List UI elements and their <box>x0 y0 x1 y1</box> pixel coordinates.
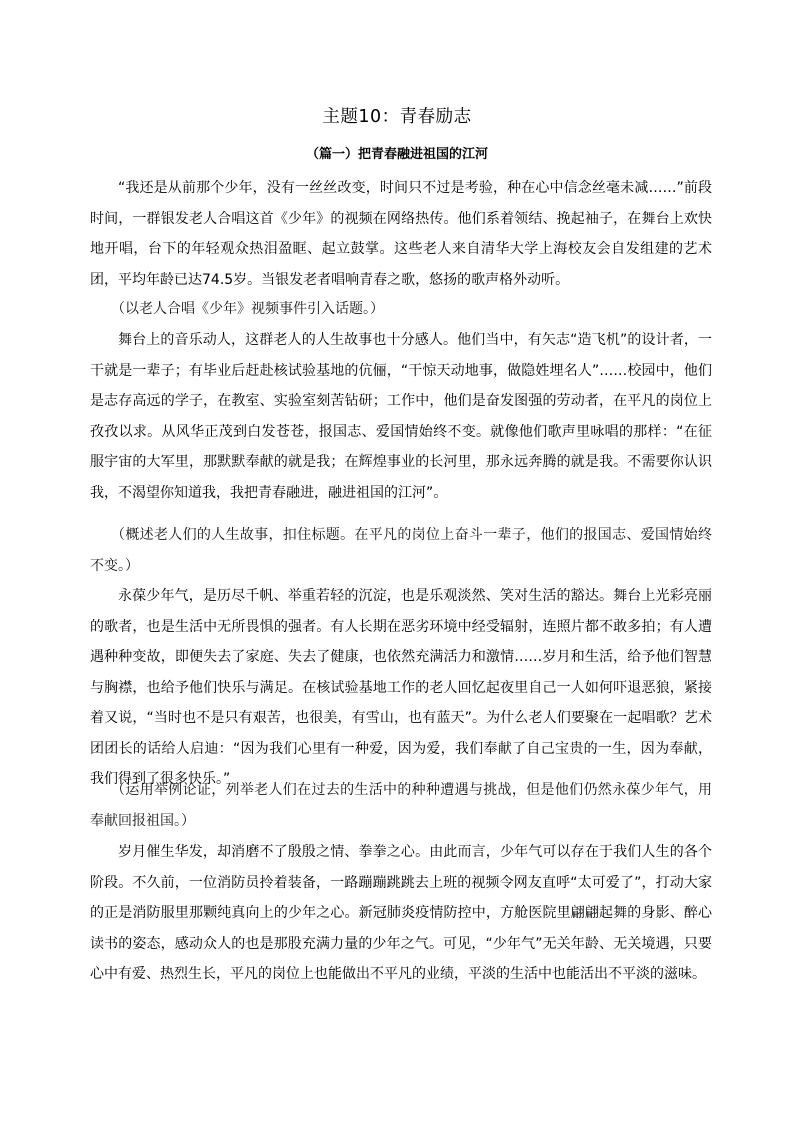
document-title: 主题10：青春励志 <box>322 107 472 127</box>
body-paragraph: “我还是从前那个少年，没有一丝丝改变，时间只不过是考验，种在心中信念丝毫未减……”前段时间，一群银发老人合唱这首《少年》的视频在网络热传。他们系着领结、挽起袖子，在舞台上欢快地开唱，台下的年轻观众热泪盈眶、起立鼓掌。这些老人来自清华大学上海校友会自发组建的艺术团，平均年龄已达74.5岁。当银发老者唱响青春之歌，悠扬的歌声格外动听。 <box>90 180 712 288</box>
article-subtitle: （篇一）把青春融进祖国的江河 <box>305 147 488 162</box>
body-paragraph: 舞台上的音乐动人，这群老人的人生故事也十分感人。他们当中，有矢志“造飞机”的设计者，一干就是一辈子；有毕业后赶赴核试验基地的伉俪，“干惊天动地事，做隐姓埋名人”……校园中，他们是志存高远的学子，在教室、实验室刻苦钻研；工作中，他们是奋发图强的劳动者，在平凡的岗位上孜孜以求。从风华正茂到白发苍苍，报国志、爱国情始终不变。就像他们歌声里咏唱的那样：“在征服宇宙的大军里，那默默奉献的就是我；在辉煌事业的长河里，那永远奔腾的就是我。不需要你认识我，不渴望你知道我，我把青春融进，融进祖国的江河”。 <box>90 332 712 501</box>
body-paragraph: 永葆少年气，是历尽千帆、举重若轻的沉淀，也是乐观淡然、笑对生活的豁达。舞台上光彩亮丽的歌者，也是生活中无所畏惧的强者。有人长期在恶劣环境中经受辐射，连照片都不敢多拍；有人遭遇种种变故，即便失去了家庭、失去了健康，也依然充满活力和激情……岁月和生活，给予他们智慧与胸襟，也给予他们快乐与满足。在核试验基地工作的老人回忆起夜里自己一人如何吓退恶狼，紧接着又说，“当时也不是只有艰苦，也很美，有雪山，也有蓝天”。为什么老人们要聚在一起唱歌？艺术团团长的话给人启迪：“因为我们心里有一种爱，因为爱，我们奉献了自己宝贵的一生，因为奉献，我们得到了很多快乐。” <box>90 588 712 787</box>
annotation-note: （运用举例论证，列举老人们在过去的生活中的种种遭遇与挑战，但是他们仍然永葆少年气，用奉献回报祖国。） <box>90 782 712 829</box>
body-paragraph: 岁月催生华发，却消磨不了殷殷之情、拳拳之心。由此而言，少年气可以存在于我们人生的各个阶段。不久前，一位消防员拎着装备，一路蹦蹦跳跳去上班的视频令网友直呼“太可爱了”，打动大家的正是消防服里那颗纯真向上的少年之心。新冠肺炎疫情防控中，方舱医院里翩翩起舞的身影、醉心读书的姿态，感动众人的也是那股充满力量的少年之气。可见，“少年气”无关年龄、无关境遇，只要心中有爱、热烈生长，平凡的岗位上也能做出不平凡的业绩，平淡的生活中也能活出不平淡的滋味。 <box>90 844 712 982</box>
annotation-note: （以老人合唱《少年》视频事件引入话题。） <box>111 301 384 317</box>
annotation-note: （概述老人们的人生故事，扣住标题。在平凡的岗位上奋斗一辈子，他们的报国志、爱国情始终不变。） <box>90 527 712 574</box>
